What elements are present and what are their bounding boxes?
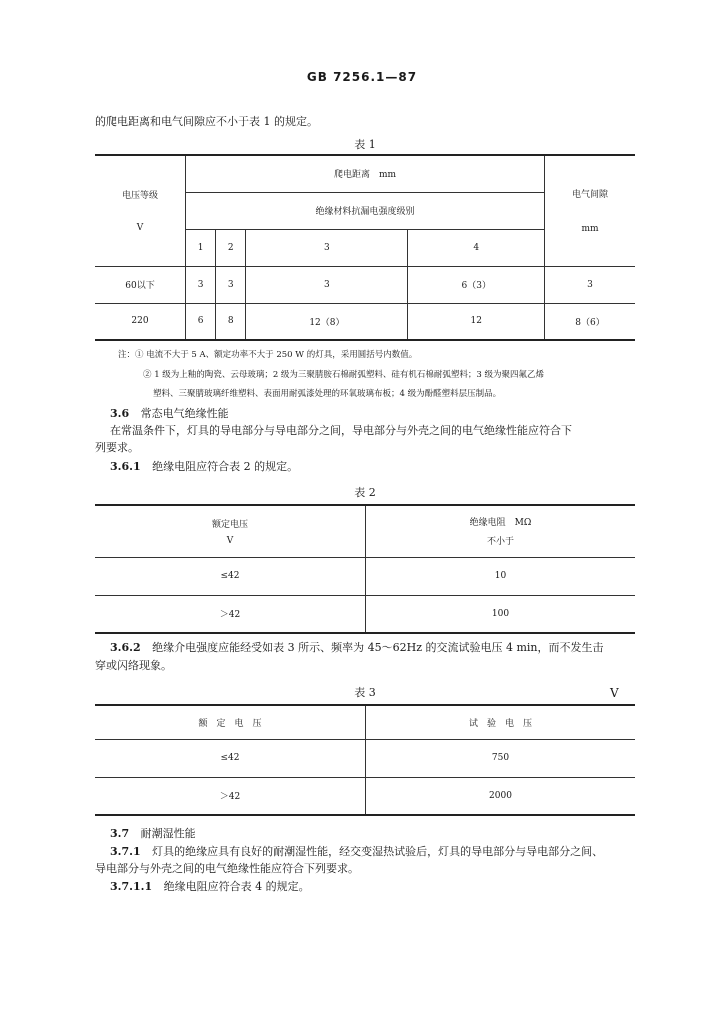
table2-cell: 100: [366, 595, 636, 633]
section-3-6-2: [110, 640, 604, 656]
section-3-7-1: [110, 844, 603, 860]
table1-notes: [118, 346, 417, 364]
section-number: 3.6.2: [110, 641, 141, 654]
table1-cell: 6（3）: [408, 266, 545, 303]
table1-cell: 3: [545, 266, 636, 303]
table-row: [95, 739, 635, 777]
section-number: 3.7.1: [110, 845, 141, 858]
table-row: [95, 557, 635, 595]
table1-cell: 12: [408, 303, 545, 340]
table3-cell: ＞42: [219, 792, 241, 803]
table2-cell: ＞42: [219, 610, 241, 621]
section-text: 灯具的绝缘应具有良好的耐潮湿性能，经交变湿热试验后，灯具的导电部分与导电部分之间、: [152, 845, 604, 858]
table3-cell: ≤42: [95, 739, 366, 777]
table2: [95, 504, 635, 634]
section-title: 耐潮湿性能: [140, 827, 196, 840]
table3-caption: 表 3: [354, 686, 376, 699]
table3-unit: V: [610, 686, 619, 700]
section-number: 3.7.1.1: [110, 880, 153, 893]
section-number: 3.7: [110, 827, 130, 840]
table1: [95, 154, 635, 341]
table1-cell: 3: [186, 266, 216, 303]
section-3-7-heading: [110, 826, 196, 842]
table2-col2-header: [366, 505, 636, 557]
table2-caption: 表 2: [354, 486, 376, 499]
table2-col1-unit: V: [226, 535, 234, 546]
note-2b: 塑料、三聚腈玻璃纤维塑料、表面用耐弧漆处理的环氧玻璃布板；4 级为酚醛塑料层压制品。: [153, 389, 502, 399]
table-row: [95, 303, 635, 340]
section-3-6-heading: [110, 406, 229, 422]
table2-col1-header: [95, 505, 366, 557]
table2-col2-sub: 不小于: [486, 537, 514, 548]
table1-grade: 1: [186, 229, 216, 266]
section-text: 绝缘电阻应符合表 2 的规定。: [152, 460, 299, 473]
section-text: 绝缘电阻应符合表 4 的规定。: [163, 880, 310, 893]
table3-col2-header: 试 验 电 压: [366, 705, 636, 739]
table1-material-header: 绝缘材料抗漏电强度级别: [186, 192, 545, 229]
table1-cell: 8: [216, 303, 246, 340]
table2-col1-label: 额定电压: [211, 519, 248, 530]
note-2a: ② 1 级为上釉的陶瓷、云母玻璃；2 级为三聚腈胺石棉耐弧塑料、硅有机石棉耐弧塑料；3 级为聚四氟乙烯: [143, 370, 545, 380]
table2-col2-label: 绝缘电阻 MΩ: [469, 518, 532, 529]
table1-voltage-header: [95, 155, 186, 266]
table2-cell: 10: [366, 557, 636, 595]
table1-cell: 8（6）: [545, 303, 636, 340]
section-3-7-1-1: [110, 879, 310, 895]
table3-cell: 750: [366, 739, 636, 777]
table1-cell: 12（8）: [246, 303, 408, 340]
section-3-6-text: 在常温条件下，灯具的导电部分与导电部分之间，导电部分与外壳之间的电气绝缘性能应符合下: [110, 424, 572, 437]
section-3-7-1-cont: 导电部分与外壳之间的电气绝缘性能应符合下列要求。: [95, 862, 359, 875]
notes-prefix: 注：: [118, 350, 136, 360]
table-row: [95, 595, 635, 633]
table2-cell: ≤42: [95, 557, 366, 595]
table1-cell: 3: [246, 266, 408, 303]
section-3-6-1: [110, 459, 298, 475]
section-3-6-text-cont: 列要求。: [95, 441, 139, 454]
table1-creepage-header: 爬电距离 mm: [186, 155, 545, 192]
table1-clearance-unit: mm: [581, 224, 599, 235]
section-3-6-2-cont: 穿或闪络现象。: [95, 659, 172, 672]
table1-grade: 3: [246, 229, 408, 266]
section-number: 3.6: [110, 407, 130, 420]
section-number: 3.6.1: [110, 460, 141, 473]
table1-cell: 6: [186, 303, 216, 340]
table-row: [95, 777, 635, 815]
table1-cell: 60以下: [95, 266, 186, 303]
table1-grade: 4: [408, 229, 545, 266]
section-title: 常态电气绝缘性能: [140, 407, 229, 420]
table1-cell: 220: [131, 316, 149, 327]
table1-voltage-label: 电压等级: [121, 191, 158, 202]
table1-voltage-unit: V: [136, 223, 144, 234]
intro-line: 的爬电距离和电气间隙应不小于表 1 的规定。: [95, 115, 318, 128]
table1-clearance-label: 电气间隙: [571, 190, 608, 201]
table1-clearance-header: [545, 155, 636, 266]
table3-col1-header: 额 定 电 压: [95, 705, 366, 739]
note-1: ① 电流不大于 5 A、额定功率不大于 250 W 的灯具，采用圆括号内数值。: [135, 350, 418, 360]
page-header: GB 7256.1—87: [306, 70, 418, 84]
table-row: [95, 266, 635, 303]
section-text: 绝缘介电强度应能经受如表 3 所示、频率为 45～62Hz 的交流试验电压 4 min，而不发生击: [152, 641, 604, 654]
table3: [95, 704, 635, 816]
table1-grade: 2: [216, 229, 246, 266]
table1-caption: 表 1: [354, 138, 376, 151]
table3-cell: 2000: [366, 777, 636, 815]
table1-cell: 3: [216, 266, 246, 303]
